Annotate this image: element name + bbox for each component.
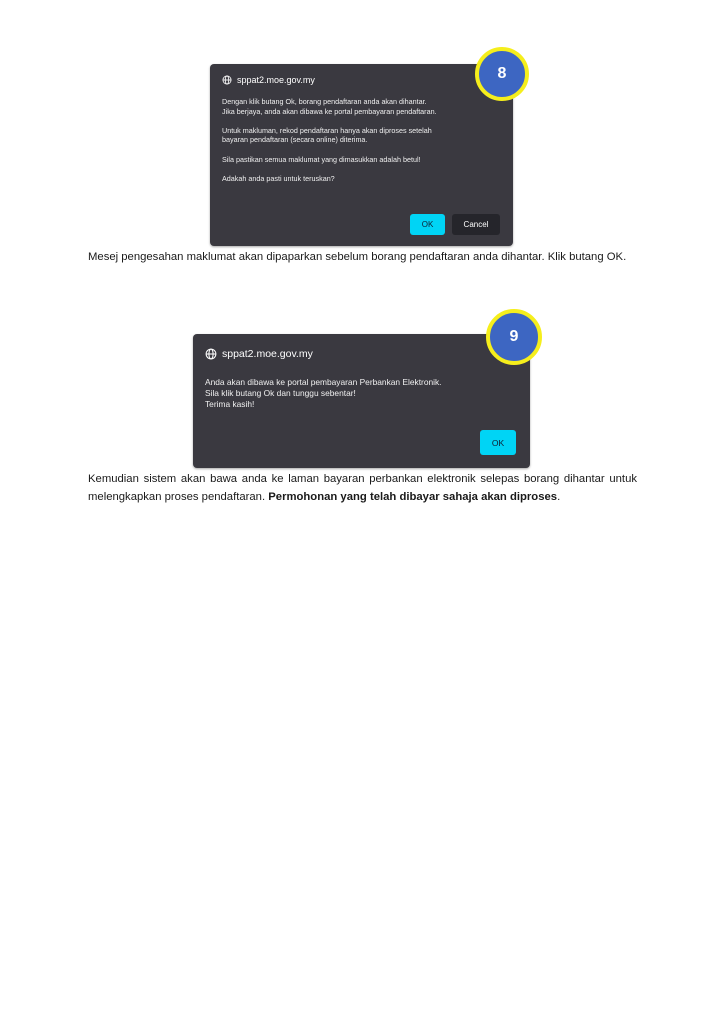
dialog-header [205, 348, 313, 360]
paragraph-text: Kemudian sistem akan bawa anda ke laman bayaran perbankan elektronik selepas borang dihantar untuk melengkapkan proses pendaftaran. [88, 473, 637, 503]
redirect-dialog [193, 334, 530, 468]
dialog-message: Anda akan dibawa ke portal pembayaran Perbankan Elektronik. Sila klik butang Ok dan tunggu sebentar! Terima kasih! [205, 377, 442, 410]
step-badge: 8 [475, 47, 529, 101]
globe-icon [205, 348, 217, 360]
paragraph-end: . [557, 491, 561, 503]
dialog-domain: sppat2.moe.gov.my [237, 75, 315, 85]
instruction-paragraph: Mesej pengesahan maklumat akan dipaparkan sebelum borang pendaftaran anda dihantar. Klik butang OK. [88, 251, 627, 263]
ok-button[interactable]: OK [480, 430, 516, 455]
dialog-message: Dengan klik butang Ok, borang pendaftaran anda akan dihantar. Jika berjaya, anda akan dibawa ke portal pembayaran pendaftaran. Untuk makluman, rekod pendaftaran hanya akan diproses setelah bayaran pendaftaran (secara online) diterima. Sila pastikan semua maklumat yang dimasukkan adalah betul! Adakah anda pasti untuk teruskan? [222, 97, 437, 183]
cancel-button[interactable]: Cancel [452, 214, 500, 235]
globe-icon [222, 75, 232, 85]
confirm-dialog [210, 64, 513, 246]
paragraph-emphasis: Permohonan yang telah dibayar sahaja akan diproses [268, 491, 558, 503]
dialog-header [222, 75, 315, 85]
step-badge: 9 [486, 309, 542, 365]
instruction-paragraph [88, 470, 637, 506]
ok-button[interactable]: OK [410, 214, 445, 235]
dialog-domain: sppat2.moe.gov.my [222, 348, 313, 360]
